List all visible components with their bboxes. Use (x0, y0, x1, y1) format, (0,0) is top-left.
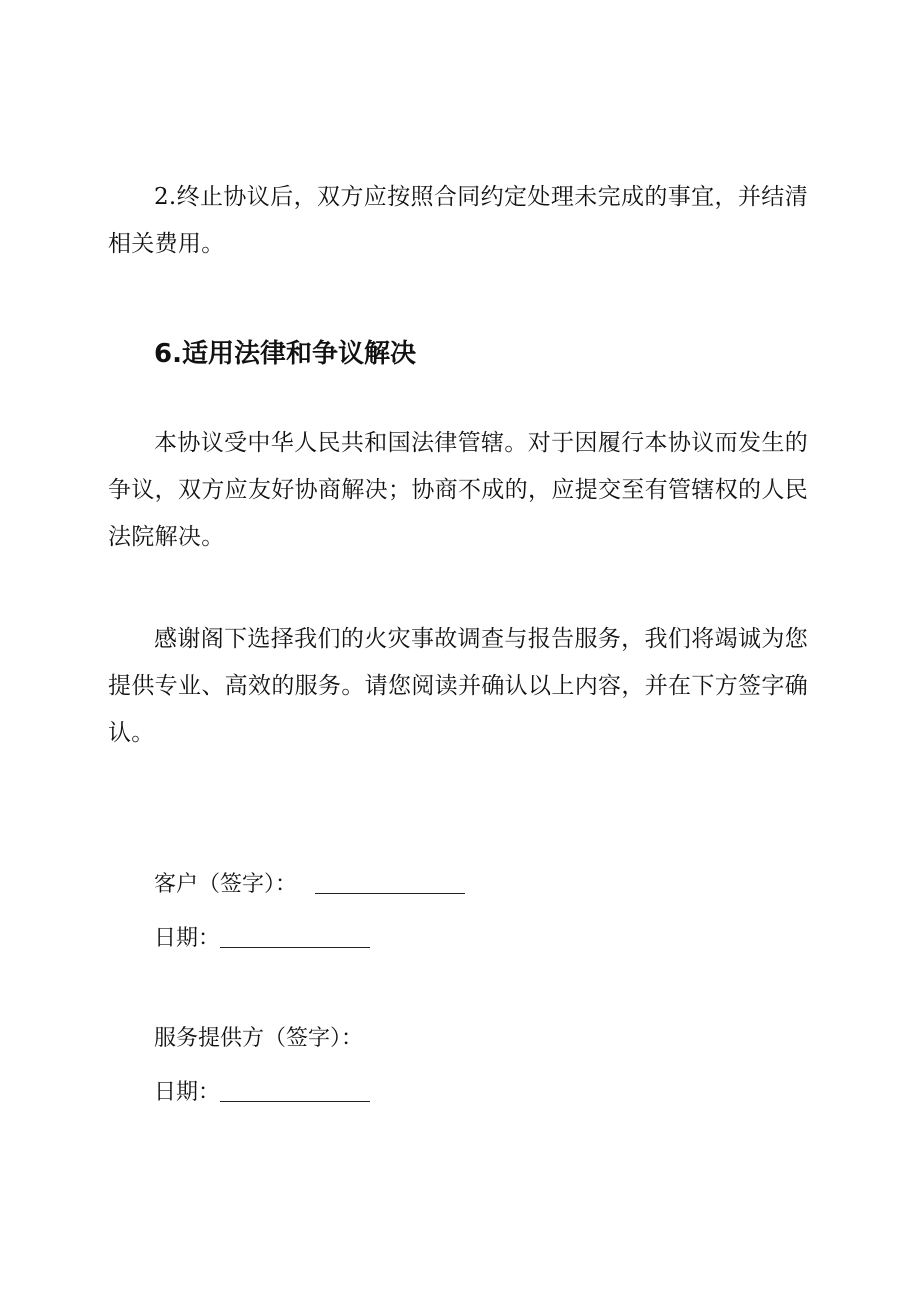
provider-signature-row (154, 1022, 363, 1056)
client-date-line[interactable] (220, 947, 370, 948)
provider-date-line[interactable] (220, 1101, 370, 1102)
client-signature-row (154, 868, 465, 902)
client-signature-label: 客户（签字）： (154, 872, 298, 897)
thank-you-paragraph: 感谢阁下选择我们的火灾事故调查与报告服务，我们将竭诚为您提供专业、高效的服务。请您阅读并确认以上内容，并在下方签字确认。 (108, 626, 808, 746)
section-heading-governing-law: 6.适用法律和争议解决 (154, 339, 416, 369)
provider-signature-label: 服务提供方（签字）： (154, 1026, 364, 1051)
termination-clause-paragraph: 2.终止协议后，双方应按照合同约定处理未完成的事宜，并结清相关费用。 (108, 184, 808, 257)
client-signature-line[interactable] (315, 893, 465, 894)
client-date-label: 日期： (154, 926, 221, 951)
client-date-row (154, 922, 370, 956)
provider-date-label: 日期： (154, 1080, 221, 1105)
provider-date-row (154, 1076, 370, 1110)
governing-law-paragraph: 本协议受中华人民共和国法律管辖。对于因履行本协议而发生的争议，双方应友好协商解决；协商不成的，应提交至有管辖权的人民法院解决。 (108, 430, 808, 550)
